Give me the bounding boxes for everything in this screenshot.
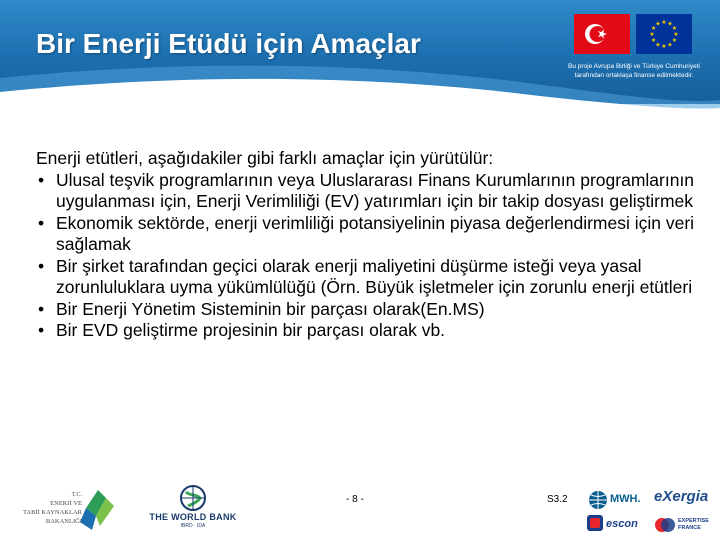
- svg-text:★: ★: [671, 25, 678, 32]
- page-number: - 8 -: [346, 494, 364, 505]
- expertise-france-line2: FRANCE: [678, 524, 701, 531]
- expertise-france-line1: EXPERTISE: [678, 518, 709, 524]
- mwh-globe-icon: [588, 490, 608, 510]
- header-banner: [0, 0, 720, 104]
- turkey-flag-icon: [574, 14, 630, 54]
- page-title: Bir Enerji Etüdü için Amaçlar: [36, 28, 421, 59]
- footer: [0, 470, 720, 540]
- list-item: [36, 213, 696, 256]
- world-bank-globe-icon: [148, 484, 238, 512]
- bullet-list: [36, 170, 696, 342]
- bullet-dot: •: [38, 255, 45, 276]
- svg-text:★: ★: [671, 37, 678, 44]
- flags-group: [574, 14, 694, 56]
- mwh-logo: [588, 490, 652, 510]
- intro-text: Enerji etütleri, aşağıdakiler gibi farklı amaçlar için yürütülür:: [36, 148, 494, 168]
- bullet-dot: •: [38, 169, 45, 190]
- slide-body: [36, 148, 696, 342]
- bullet-text: Bir şirket tarafından geçici olarak enerji maliyetini düşürme isteği veya yasal zorunluluklara uyma yükümlülüğü (Örn. Büyük işletmeler için zorunlu enerji etütleri: [56, 255, 693, 297]
- world-bank-logo: [148, 484, 238, 534]
- list-item: [36, 320, 696, 342]
- ministry-logo-line2: ENERJİ VE: [50, 500, 82, 507]
- svg-text:★: ★: [667, 20, 673, 28]
- funding-note: [552, 62, 716, 80]
- ministry-logo-line1: T.C.: [71, 492, 82, 498]
- bullet-dot: •: [38, 212, 45, 233]
- escon-logo: [586, 514, 652, 534]
- svg-text:★: ★: [655, 20, 661, 28]
- svg-text:★: ★: [649, 31, 655, 38]
- list-item: [36, 299, 696, 321]
- svg-text:★: ★: [655, 41, 661, 49]
- world-bank-sub-label: IBRD · IDA: [180, 523, 206, 529]
- expertise-france-mark-icon: [654, 514, 676, 536]
- bullet-text: Bir EVD geliştirme projesinin bir parçası olarak vb.: [56, 320, 446, 340]
- ministry-logo: [22, 486, 124, 534]
- ministry-logo-line4: BAKANLIĞI: [45, 518, 82, 525]
- funding-note-line1: Bu proje Avrupa Birliği ve Türkiye Cumhuriyeti: [568, 63, 700, 70]
- svg-text:★: ★: [661, 43, 667, 50]
- bullet-dot: •: [38, 320, 45, 340]
- bullet-dot: •: [38, 298, 45, 319]
- svg-text:★: ★: [650, 25, 657, 32]
- escon-label: escon: [606, 518, 638, 530]
- svg-text:★: ★: [650, 37, 657, 44]
- list-item: [36, 256, 696, 299]
- svg-text:★: ★: [673, 31, 679, 38]
- expertise-france-logo: [654, 514, 714, 536]
- funding-note-line2: tarafından ortaklaşa finanse edilmektedir.: [574, 72, 694, 79]
- ministry-logo-line3: TABİİ KAYNAKLAR: [22, 509, 82, 516]
- expertise-france-label: [678, 518, 709, 531]
- escon-mark-icon: [586, 514, 604, 532]
- bullet-text: Bir Enerji Yönetim Sisteminin bir parçası olarak(En.MS): [56, 298, 485, 319]
- list-item: [36, 170, 696, 213]
- mwh-label: MWH.: [610, 493, 641, 505]
- eu-flag-icon: [636, 14, 692, 54]
- svg-text:★: ★: [667, 41, 673, 49]
- bullet-text: Ulusal teşvik programlarının veya Uluslararası Finans Kurumlarının programlarının uygulanması için, Enerji Verimliliği (EV) yatırımları için bir takip dosyası geliştirmek: [56, 169, 695, 211]
- svg-text:★: ★: [661, 19, 667, 26]
- exergia-logo: eXergia: [654, 488, 709, 505]
- bullet-text: Ekonomik sektörde, enerji verimliliği potansiyelinin piyasa değerlendirmesi için veri sağlamak: [56, 212, 695, 254]
- slide-id: S3.2: [547, 494, 568, 505]
- world-bank-label: THE WORLD BANK: [149, 512, 237, 522]
